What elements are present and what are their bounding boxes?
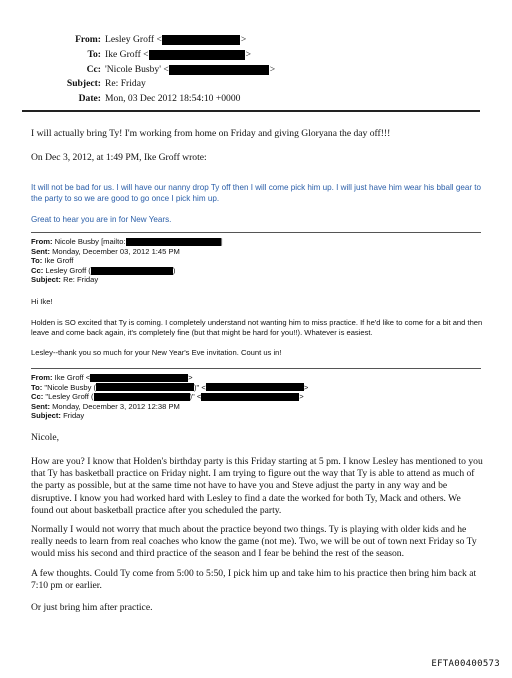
nicole-sent-row [31,247,481,257]
from-label: From: [31,373,53,382]
date-label: Date: [78,93,101,105]
cc-label: Cc: [31,392,44,402]
subject-label: Subject: [31,411,61,421]
gt-symbol: > [303,382,309,392]
redaction-box [206,383,304,391]
to-label: To: [31,382,43,392]
subject-value: Re: Friday [63,275,99,285]
from-label: From: [75,34,101,45]
ike-cc-row [31,392,481,402]
from-label: From: [31,237,53,246]
gt-symbol: > [240,34,247,45]
to-value: Ike Groff < [105,48,149,60]
message-divider [31,368,481,369]
redaction-box [149,50,245,60]
email-header [30,33,275,107]
to-label: To: [87,48,101,60]
ike-sent-row [31,402,481,412]
ike-para-1: How are you? I know that Holden's birthday party is this Friday starting at 5 pm. I know Lesley has mentioned to you that Ty has basketball practice on Friday night. I am trying to figure out the way that Ty is able to attend as much of the party as possible, but at the same time not have to have you and Steve adjust the party in any way and be disruptive. I know you had worked hard with Lesley to find a date the worked for both Ty, Mack and others. We found out about basketball practice after you scheduled the party. [31,456,483,516]
ike-para-3: A few thoughts. Could Ty come from 5:00 to 5:50, I pick him up and take him to his practice then bring him back at 7:10 pm or earlier. [31,568,477,592]
ike-subject-row [31,411,481,421]
redaction-box [94,393,190,401]
nicole-subject-row [31,275,481,285]
sent-value: Monday, December 03, 2012 1:45 PM [52,246,180,256]
document-id: EFTA00400573 [431,659,500,669]
from-value: Nicole Busby [mailto: [54,237,126,246]
ike-para-4: Or just bring him after practice. [31,602,153,613]
to-label: To: [31,256,43,266]
gt-symbol: > [188,373,193,382]
gt-symbol: > [299,392,304,402]
bracket: ] [220,237,223,246]
redaction-box [90,374,188,382]
reply-body: I will actually bring Ty! I'm working from home on Friday and giving Gloryana the day off!!! [31,128,391,139]
subject-label: Subject: [66,78,101,90]
nicole-message-header [31,237,481,285]
nicole-para-1: Holden is SO excited that Ty is coming. I completely understand not wanting him to miss practice. If he'd like to come for a bit and then leave and come back again, it's completely fine (but that might be hard for you!!). Whatever is easiest. [31,318,483,337]
cc-value: 'Nicole Busby' < [105,63,169,75]
header-subject-row [30,77,275,92]
ike-to-row [31,383,481,393]
ike-para-2: Normally I would not worry that much about the practice beyond two things. Ty is playing with older kids and he really needs to learn from real coaches who know the game (not me). Two, we will be out of town next Friday so Ty would miss his second and third practice of the season and I fear be behind the rest of the season. [31,524,477,560]
header-from-row [30,33,275,48]
from-value: Lesley Groff < [105,34,162,45]
ike-quote-para-1: It will not be bad for us. I will have our nanny drop Ty off then I will come pick him up. I will just have him wear his bball gear to the party to so we are good to go once I pick him up. [31,183,482,203]
ike-quote-para-2: Great to hear you are in for New Years. [31,215,172,224]
message-divider [31,232,481,233]
redaction-box [91,267,173,275]
redaction-box [162,35,240,45]
quote-intro: On Dec 3, 2012, at 1:49 PM, Ike Groff wrote: [31,152,207,163]
nicole-cc-row [31,266,481,276]
header-cc-row [30,63,275,78]
nicole-to-row [31,256,481,266]
gt-symbol: > [245,48,252,60]
subject-value: Friday [63,411,85,421]
date-value: Mon, 03 Dec 2012 18:54:10 +0000 [105,93,241,105]
subject-value: Re: Friday [105,78,146,90]
sent-label: Sent: [31,246,50,256]
sent-value: Monday, December 3, 2012 12:38 PM [52,401,180,411]
ike-message-header [31,373,481,421]
ike-greeting: Nicole, [31,432,59,443]
redaction-box [126,238,221,246]
cc-value: Lesley Groff ( [45,265,91,275]
nicole-para-2: Lesley--thank you so much for your New Year's Eve invitation. Count us in! [31,348,282,357]
to-value: Ike Groff [44,256,74,266]
to-value: "Nicole Busby ( [44,382,97,392]
nicole-greeting: Hi Ike! [31,297,53,306]
header-to-row [30,48,275,63]
sent-label: Sent: [31,401,50,411]
header-divider [22,110,480,112]
ike-from-row [31,373,481,383]
cc-label: Cc: [31,265,44,275]
nicole-from-row [31,237,481,247]
redaction-box [169,65,269,75]
subject-label: Subject: [31,275,61,285]
redaction-box [96,383,194,391]
from-value: Ike Groff < [54,373,91,382]
cc-label: Cc: [86,63,101,75]
separator: )" < [189,392,202,402]
header-date-row [30,92,275,107]
paren: ) [172,265,176,275]
separator: )" < [194,382,206,392]
redaction-box [201,393,299,401]
cc-value: "Lesley Groff ( [45,392,94,402]
gt-symbol: > [269,63,276,75]
